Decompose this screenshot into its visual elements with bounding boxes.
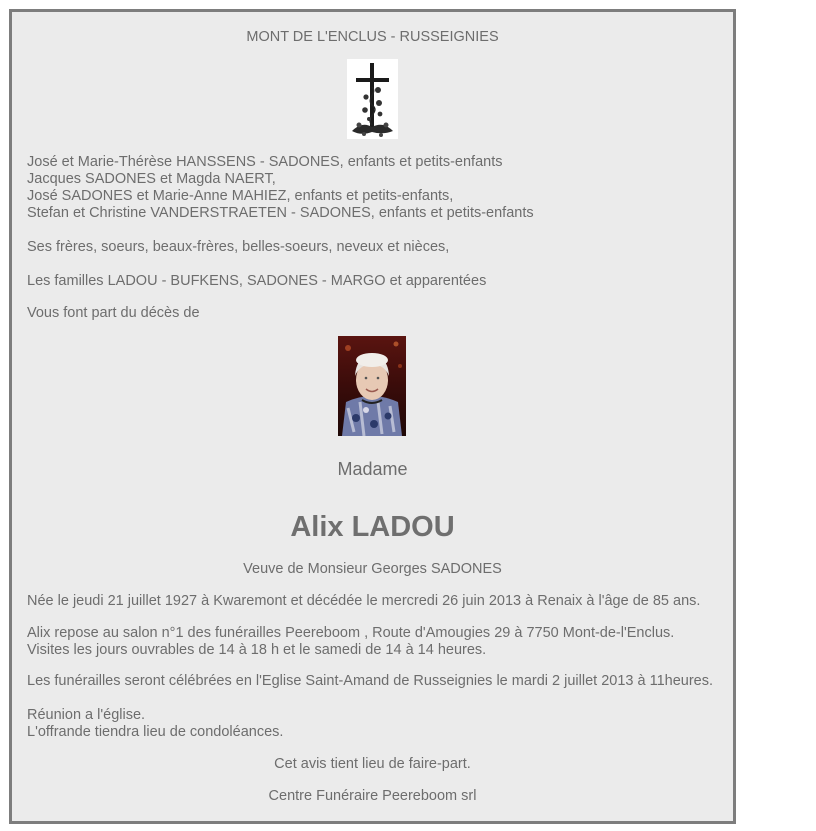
families-line: Les familles LADOU - BUFKENS, SADONES - MARGO et apparentées [27,273,487,289]
funeral-line: Les funérailles seront célébrées en l'Eglise Saint-Amand de Russeignies le mardi 2 juillet 2013 à 11heures. [27,673,714,689]
visits-line: Visites les jours ouvrables de 14 à 18 h et le samedi de 14 à 14 heures. [27,642,487,658]
funeral-home-line: Centre Funéraire Peereboom srl [268,788,477,804]
birth-death-line: Née le jeudi 21 juillet 1927 à Kwaremont et décédée le mercredi 26 juin 2013 à Renaix à l'âge de 85 ans. [27,593,701,609]
family-line-4: Stefan et Christine VANDERSTRAETEN - SADONES, enfants et petits-enfants [27,205,534,221]
rest-line: Alix repose au salon n°1 des funérailles Peereboom , Route d'Amougies 29 à 7750 Mont-de-l'Enclus. [27,625,675,641]
family-line-3: José SADONES et Marie-Anne MAHIEZ, enfants et petits-enfants, [27,188,454,204]
deceased-name: Alix LADOU [290,511,455,543]
meeting-line: Réunion a l'église. [27,707,146,723]
offering-line: L'offrande tiendra lieu de condoléances. [27,724,284,740]
family-line-2: Jacques SADONES et Magda NAERT, [27,171,276,187]
cross-with-flowers-icon [347,59,398,139]
widow-of-line: Veuve de Monsieur Georges SADONES [243,561,502,577]
deceased-title: Madame [337,459,408,479]
death-notice-card [9,9,736,824]
location-heading: MONT DE L'ENCLUS - RUSSEIGNIES [246,29,499,45]
notice-line: Cet avis tient lieu de faire-part. [274,756,471,772]
family-line-1: José et Marie-Thérèse HANSSENS - SADONES, enfants et petits-enfants [27,154,503,170]
siblings-line: Ses frères, soeurs, beaux-frères, belles-soeurs, neveux et nièces, [27,239,450,255]
portrait-photo [338,336,406,436]
announcement-line: Vous font part du décès de [27,305,200,321]
